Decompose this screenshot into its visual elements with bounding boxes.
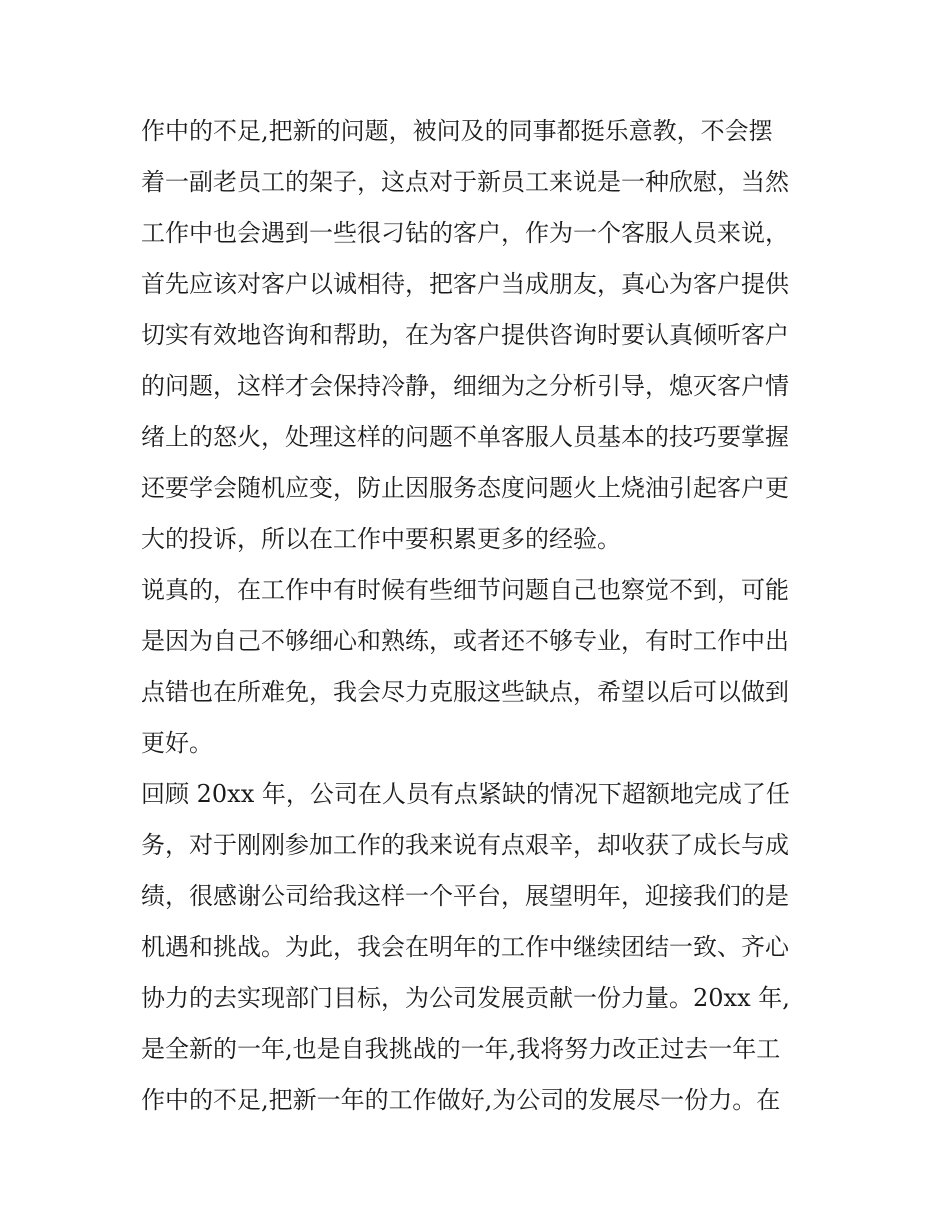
text-line: 是因为自己不够细心和熟练，或者还不够专业，有时工作中出 <box>141 627 789 655</box>
text-line: 是全新的一年,也是自我挑战的一年,我将努力改正过去一年工 <box>141 1035 781 1063</box>
text-line: 的问题，这样才会保持冷静，细细为之分析引导，熄灭客户情 <box>141 372 789 400</box>
text-line: 回顾 20xx 年，公司在人员有点紧缺的情况下超额地完成了任 <box>141 780 790 808</box>
text-line: 着一副老员工的架子，这点对于新员工来说是一种欣慰，当然 <box>141 168 789 196</box>
text-line: 还要学会随机应变，防止因服务态度问题火上烧油引起客户更 <box>141 474 789 502</box>
text-line: 更好。 <box>141 729 213 757</box>
text-line: 绩，很感谢公司给我这样一个平台，展望明年，迎接我们的是 <box>141 882 789 910</box>
text-line: 说真的，在工作中有时候有些细节问题自己也察觉不到，可能 <box>141 576 789 604</box>
text-line: 首先应该对客户以诚相待，把客户当成朋友，真心为客户提供 <box>141 270 789 298</box>
text-line: 作中的不足,把新的问题，被问及的同事都挺乐意教，不会摆 <box>141 117 773 145</box>
text-line: 工作中也会遇到一些很刁钻的客户，作为一个客服人员来说， <box>141 219 789 247</box>
text-line: 点错也在所难免，我会尽力克服这些缺点，希望以后可以做到 <box>141 678 789 706</box>
text-line: 务，对于刚刚参加工作的我来说有点艰辛，却收获了成长与成 <box>141 831 789 859</box>
text-line: 绪上的怒火，处理这样的问题不单客服人员基本的技巧要掌握 <box>141 423 789 451</box>
text-line: 协力的去实现部门目标，为公司发展贡献一份力量。20xx 年, <box>141 984 790 1012</box>
text-line: 机遇和挑战。为此，我会在明年的工作中继续团结一致、齐心 <box>141 933 789 961</box>
text-line: 切实有效地咨询和帮助，在为客户提供咨询时要认真倾听客户 <box>141 321 789 349</box>
body-text <box>141 106 821 1126</box>
text-line: 大的投诉，所以在工作中要积累更多的经验。 <box>141 525 621 553</box>
text-line: 作中的不足,把新一年的工作做好,为公司的发展尽一份力。在 <box>141 1086 781 1114</box>
